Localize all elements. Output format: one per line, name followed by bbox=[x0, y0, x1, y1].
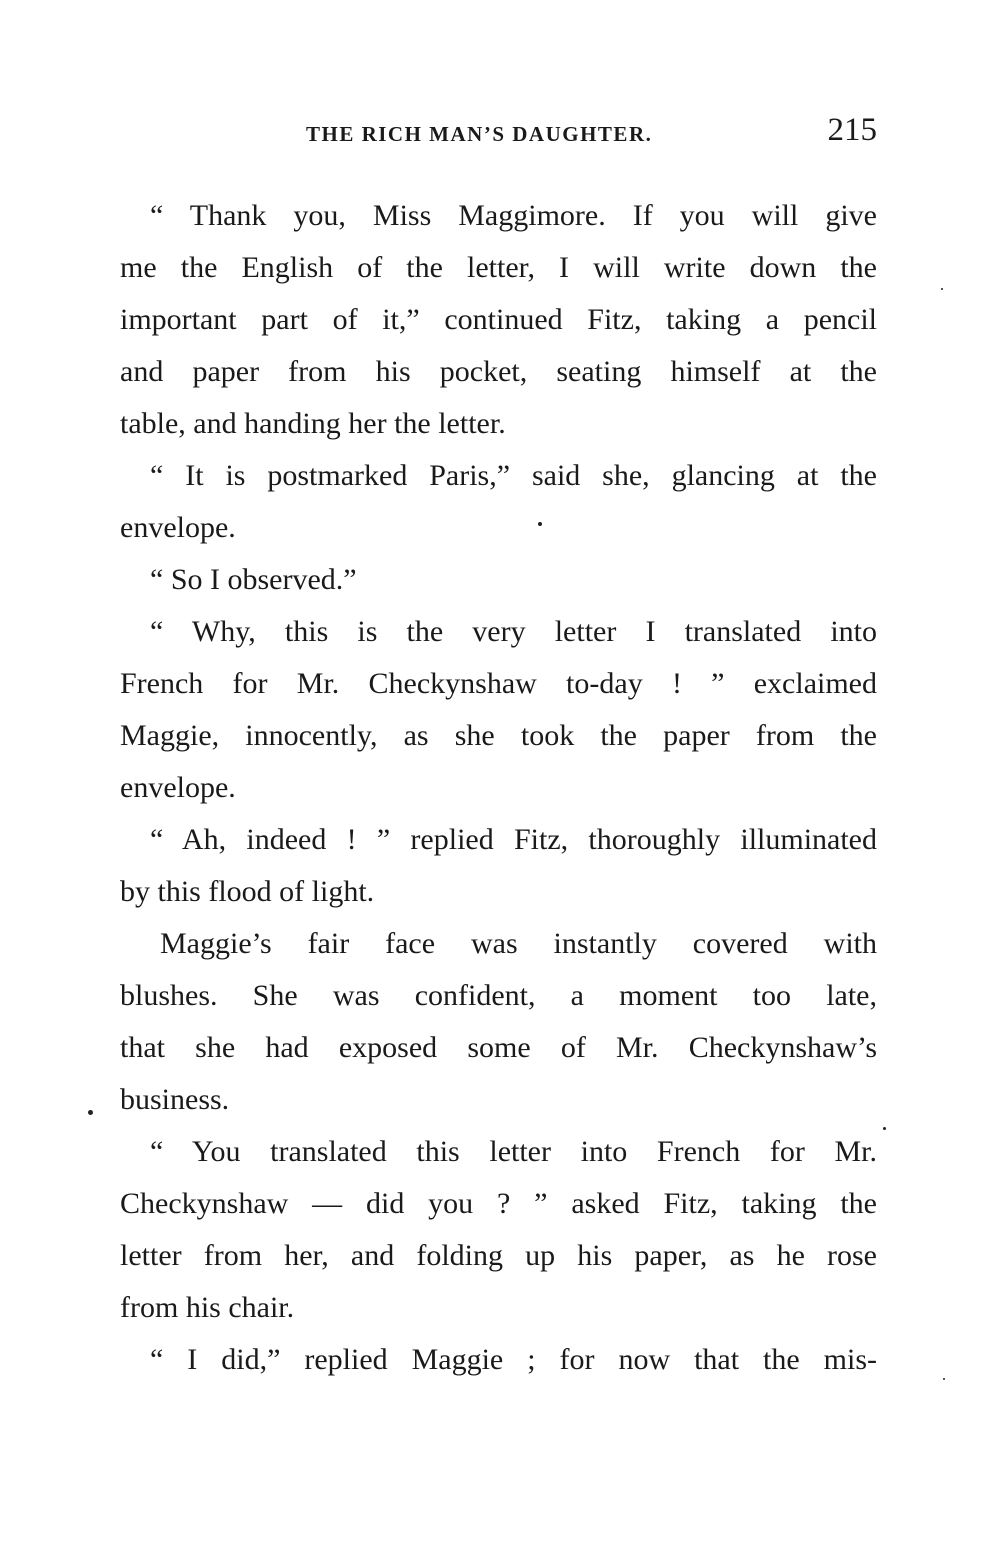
text-line: “ You translated this letter into French for Mr. bbox=[150, 1135, 877, 1168]
text-line: letter from her, and folding up his paper, as he rose bbox=[120, 1239, 877, 1272]
text-line: “ Thank you, Miss Maggimore. If you will give bbox=[150, 199, 877, 232]
text-line: and paper from his pocket, seating himself at the bbox=[120, 355, 877, 388]
text-line: envelope. bbox=[120, 771, 236, 804]
text-line: me the English of the letter, I will write down the bbox=[120, 251, 877, 284]
page-number: 215 bbox=[827, 112, 877, 148]
text-line: Checkynshaw — did you ? ” asked Fitz, taking the bbox=[120, 1187, 877, 1220]
text-line: Maggie’s fair face was instantly covered with bbox=[160, 927, 877, 960]
text-line: table, and handing her the letter. bbox=[120, 407, 506, 440]
text-line: “ I did,” replied Maggie ; for now that the mis- bbox=[150, 1343, 877, 1376]
text-line: “ It is postmarked Paris,” said she, glancing at the bbox=[150, 459, 877, 492]
text-line: envelope. bbox=[120, 511, 236, 544]
text-line: “ So I observed.” bbox=[150, 563, 357, 596]
ink-speck bbox=[941, 288, 943, 290]
ink-speck bbox=[538, 522, 542, 526]
text-line: that she had exposed some of Mr. Checkynshaw’s bbox=[120, 1031, 877, 1064]
ink-speck bbox=[883, 1127, 886, 1130]
running-title: THE RICH MAN’S DAUGHTER. bbox=[306, 122, 653, 146]
text-line: Maggie, innocently, as she took the paper from the bbox=[120, 719, 877, 752]
text-line: business. bbox=[120, 1083, 230, 1116]
text-line: by this flood of light. bbox=[120, 875, 375, 908]
running-head bbox=[120, 112, 877, 160]
text-line: “ Ah, indeed ! ” replied Fitz, thoroughly illuminated bbox=[150, 823, 877, 856]
text-line: from his chair. bbox=[120, 1291, 295, 1324]
ink-speck bbox=[943, 1378, 945, 1380]
body-text bbox=[120, 190, 877, 1386]
text-line: important part of it,” continued Fitz, taking a pencil bbox=[120, 303, 877, 336]
ink-speck bbox=[88, 1110, 93, 1115]
text-line: French for Mr. Checkynshaw to-day ! ” exclaimed bbox=[120, 667, 877, 700]
text-line: blushes. She was confident, a moment too late, bbox=[120, 979, 877, 1012]
text-line: “ Why, this is the very letter I translated into bbox=[150, 615, 877, 648]
